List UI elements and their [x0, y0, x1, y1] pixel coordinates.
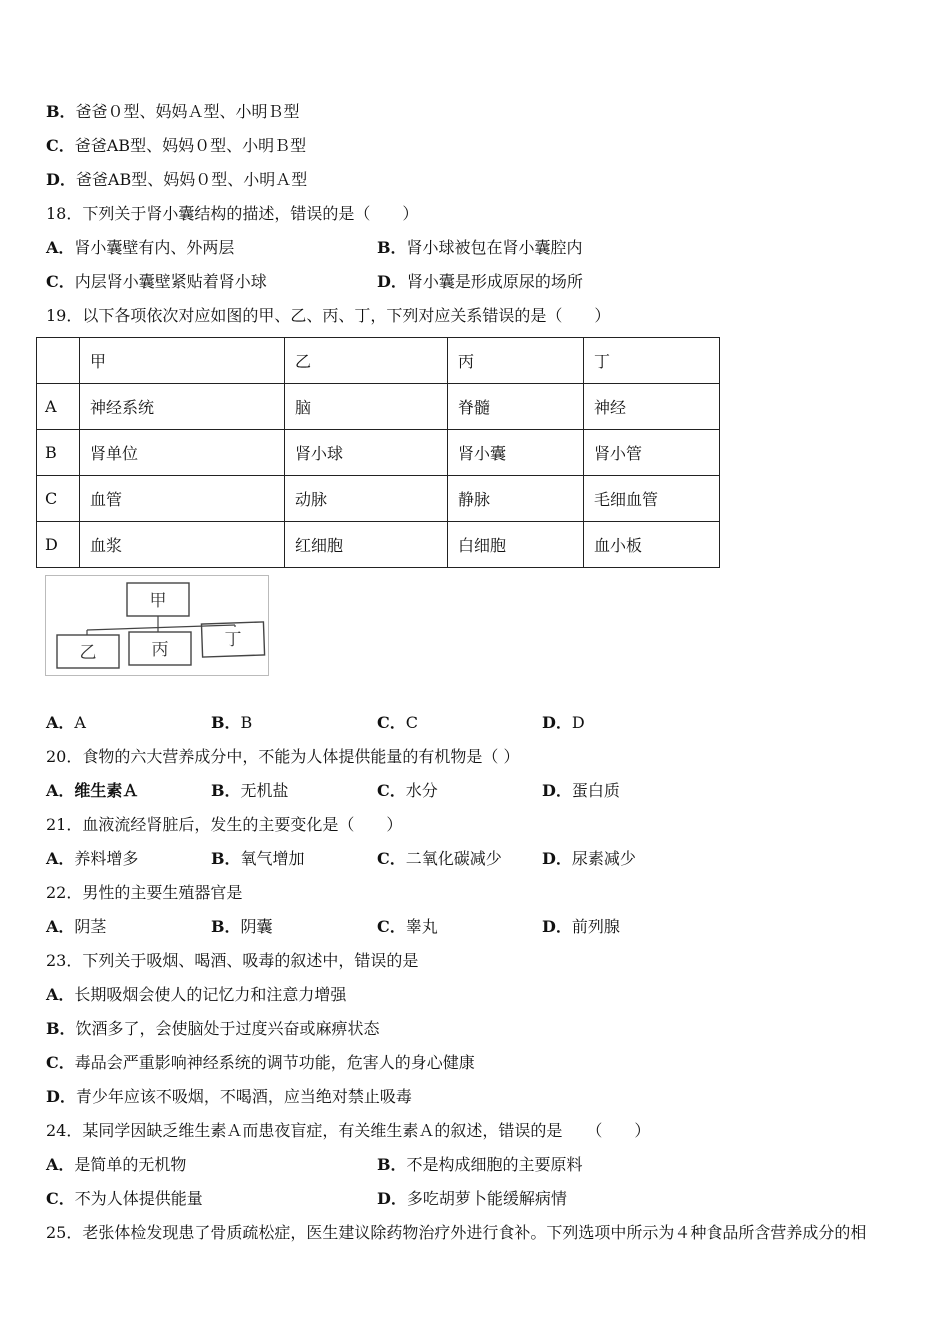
- q19-option-d: [542, 713, 585, 733]
- q19-option-c: [377, 713, 418, 733]
- option-letter: C．: [46, 1053, 75, 1072]
- table-cell: A: [37, 384, 80, 430]
- option-text: 不是构成细胞的主要原料: [406, 1155, 583, 1174]
- table-cell: 肾小管: [584, 430, 720, 476]
- option-text: A: [74, 713, 86, 732]
- table-cell: 肾小球: [285, 430, 448, 476]
- q18-option-b: [377, 238, 583, 258]
- q17-option-d: [46, 170, 307, 190]
- option-letter: C．: [46, 136, 75, 155]
- table-cell: [37, 338, 80, 384]
- table-row: [37, 384, 720, 430]
- option-text: 毒品会严重影响神经系统的调节功能，危害人的身心健康: [74, 1053, 475, 1072]
- option-text: 氧气增加: [240, 849, 305, 868]
- q20-option-c: [377, 781, 438, 801]
- table-cell: 白细胞: [448, 522, 584, 568]
- option-letter: B．: [46, 1019, 76, 1038]
- table-cell: 动脉: [285, 476, 448, 522]
- option-text: 尿素减少: [571, 849, 636, 868]
- option-letter: C．: [377, 781, 406, 800]
- table-cell: 肾单位: [80, 430, 285, 476]
- q24-option-a: [46, 1155, 186, 1175]
- option-letter: B．: [377, 238, 407, 257]
- q20-option-b: [211, 781, 289, 801]
- q18-option-a: [46, 238, 234, 258]
- table-cell: 肾小囊: [448, 430, 584, 476]
- option-text: 肾小囊是形成原尿的场所: [406, 272, 583, 291]
- q18-stem: 18．下列关于肾小囊结构的描述，错误的是（ ）: [46, 204, 419, 223]
- q25-stem: 25．老张体检发现患了骨质疏松症，医生建议除药物治疗外进行食补。下列选项中所示为４种食品所含营养成分的相: [46, 1223, 867, 1242]
- option-text: 二氧化碳减少: [405, 849, 502, 868]
- option-text: 多吃胡萝卜能缓解病情: [406, 1189, 567, 1208]
- q20-option-a: [46, 781, 138, 801]
- option-letter: C．: [46, 272, 75, 291]
- q24-option-b: [377, 1155, 583, 1175]
- option-text: 蛋白质: [571, 781, 620, 800]
- table-cell: 血浆: [80, 522, 285, 568]
- table-cell: D: [37, 522, 80, 568]
- table-row: [37, 476, 720, 522]
- option-text: 长期吸烟会使人的记忆力和注意力增强: [74, 985, 347, 1004]
- option-text: D: [571, 713, 585, 732]
- option-letter: B．: [211, 713, 241, 732]
- diagram-label-top: 甲: [149, 591, 167, 611]
- option-text: 水分: [405, 781, 438, 800]
- option-text: 前列腺: [571, 917, 620, 936]
- table-cell: 脑: [285, 384, 448, 430]
- option-text: 肾小囊壁有内、外两层: [74, 238, 235, 257]
- q21-stem: 21．血液流经肾脏后，发生的主要变化是（ ）: [46, 815, 403, 834]
- option-letter: D．: [377, 272, 407, 291]
- option-text: 睾丸: [405, 917, 438, 936]
- option-text: 是简单的无机物: [74, 1155, 187, 1174]
- option-letter: D．: [542, 713, 572, 732]
- q21-option-a: [46, 849, 138, 869]
- q23-option-a: [46, 985, 346, 1005]
- table-cell: C: [37, 476, 80, 522]
- q22-option-b: [211, 917, 273, 937]
- option-text: 阴茎: [74, 917, 107, 936]
- diagram-label-right: 丁: [224, 630, 242, 650]
- q23-stem: 23．下列关于吸烟、喝酒、吸毒的叙述中，错误的是: [46, 951, 419, 970]
- q22-stem: 22．男性的主要生殖器官是: [46, 883, 243, 902]
- option-letter: D．: [46, 170, 76, 189]
- option-letter: C．: [46, 1189, 75, 1208]
- option-text: 维生素Ａ: [74, 781, 139, 800]
- hierarchy-diagram: [45, 575, 269, 676]
- option-letter: D．: [542, 849, 572, 868]
- option-letter: A．: [46, 238, 75, 257]
- q21-option-b: [211, 849, 305, 869]
- table-header-row: [37, 338, 720, 384]
- q20-stem: 20．食物的六大营养成分中，不能为人体提供能量的有机物是（ ）: [46, 747, 520, 766]
- q23-option-b: [46, 1019, 380, 1039]
- diagram-label-left: 乙: [79, 643, 97, 663]
- option-letter: A．: [46, 917, 75, 936]
- option-text: 无机盐: [240, 781, 289, 800]
- table-cell: 甲: [80, 338, 285, 384]
- option-letter: D．: [542, 917, 572, 936]
- q21-option-c: [377, 849, 502, 869]
- q21-option-d: [542, 849, 636, 869]
- table-cell: B: [37, 430, 80, 476]
- option-text: 饮酒多了，会使脑处于过度兴奋或麻痹状态: [75, 1019, 380, 1038]
- q19-option-a: [46, 713, 86, 733]
- option-text: 养料增多: [74, 849, 139, 868]
- option-text: 青少年应该不吸烟，不喝酒，应当绝对禁止吸毒: [75, 1087, 412, 1106]
- q24-option-c: [46, 1189, 203, 1209]
- option-text: 爸爸０型、妈妈Ａ型、小明Ｂ型: [75, 102, 300, 121]
- q23-option-d: [46, 1087, 412, 1107]
- option-letter: A．: [46, 713, 75, 732]
- q24-stem: 24．某同学因缺乏维生素Ａ而患夜盲症，有关维生素Ａ的叙述，错误的是 （ ）: [46, 1121, 651, 1140]
- option-letter: C．: [377, 849, 406, 868]
- q22-option-d: [542, 917, 620, 937]
- option-letter: B．: [211, 781, 241, 800]
- table-cell: 静脉: [448, 476, 584, 522]
- option-letter: B．: [211, 849, 241, 868]
- option-letter: A．: [46, 1155, 75, 1174]
- option-letter: D．: [46, 1087, 76, 1106]
- option-text: B: [240, 713, 253, 732]
- q19-stem: 19．以下各项依次对应如图的甲、乙、丙、丁，下列对应关系错误的是（ ）: [46, 306, 611, 325]
- option-letter: A．: [46, 849, 75, 868]
- q17-option-b: [46, 102, 300, 122]
- option-text: 内层肾小囊壁紧贴着肾小球: [74, 272, 267, 291]
- q20-option-d: [542, 781, 620, 801]
- table-cell: 丙: [448, 338, 584, 384]
- table-row: [37, 522, 720, 568]
- diagram-label-middle: 丙: [151, 640, 169, 660]
- table-cell: 血小板: [584, 522, 720, 568]
- q22-option-c: [377, 917, 438, 937]
- q19-table: [36, 337, 720, 568]
- table-cell: 红细胞: [285, 522, 448, 568]
- table-row: [37, 430, 720, 476]
- option-text: 不为人体提供能量: [74, 1189, 203, 1208]
- table-cell: 乙: [285, 338, 448, 384]
- q24-option-d: [377, 1189, 567, 1209]
- option-text: 爸爸AB型、妈妈０型、小明Ａ型: [75, 170, 308, 189]
- option-letter: B．: [46, 102, 76, 121]
- q19-option-b: [211, 713, 252, 733]
- q23-option-c: [46, 1053, 475, 1073]
- option-text: 阴囊: [240, 917, 273, 936]
- table-cell: 血管: [80, 476, 285, 522]
- option-letter: D．: [377, 1189, 407, 1208]
- option-text: C: [405, 713, 418, 732]
- option-letter: B．: [377, 1155, 407, 1174]
- option-letter: C．: [377, 713, 406, 732]
- option-text: 肾小球被包在肾小囊腔内: [406, 238, 583, 257]
- table-cell: 神经: [584, 384, 720, 430]
- q17-option-c: [46, 136, 306, 156]
- table-cell: 神经系统: [80, 384, 285, 430]
- option-letter: A．: [46, 985, 75, 1004]
- option-letter: C．: [377, 917, 406, 936]
- table-cell: 毛细血管: [584, 476, 720, 522]
- option-letter: D．: [542, 781, 572, 800]
- option-text: 爸爸AB型、妈妈０型、小明Ｂ型: [74, 136, 307, 155]
- q18-option-c: [46, 272, 267, 292]
- q22-option-a: [46, 917, 106, 937]
- table-cell: 丁: [584, 338, 720, 384]
- q18-option-d: [377, 272, 583, 292]
- table-cell: 脊髓: [448, 384, 584, 430]
- option-letter: A．: [46, 781, 75, 800]
- option-letter: B．: [211, 917, 241, 936]
